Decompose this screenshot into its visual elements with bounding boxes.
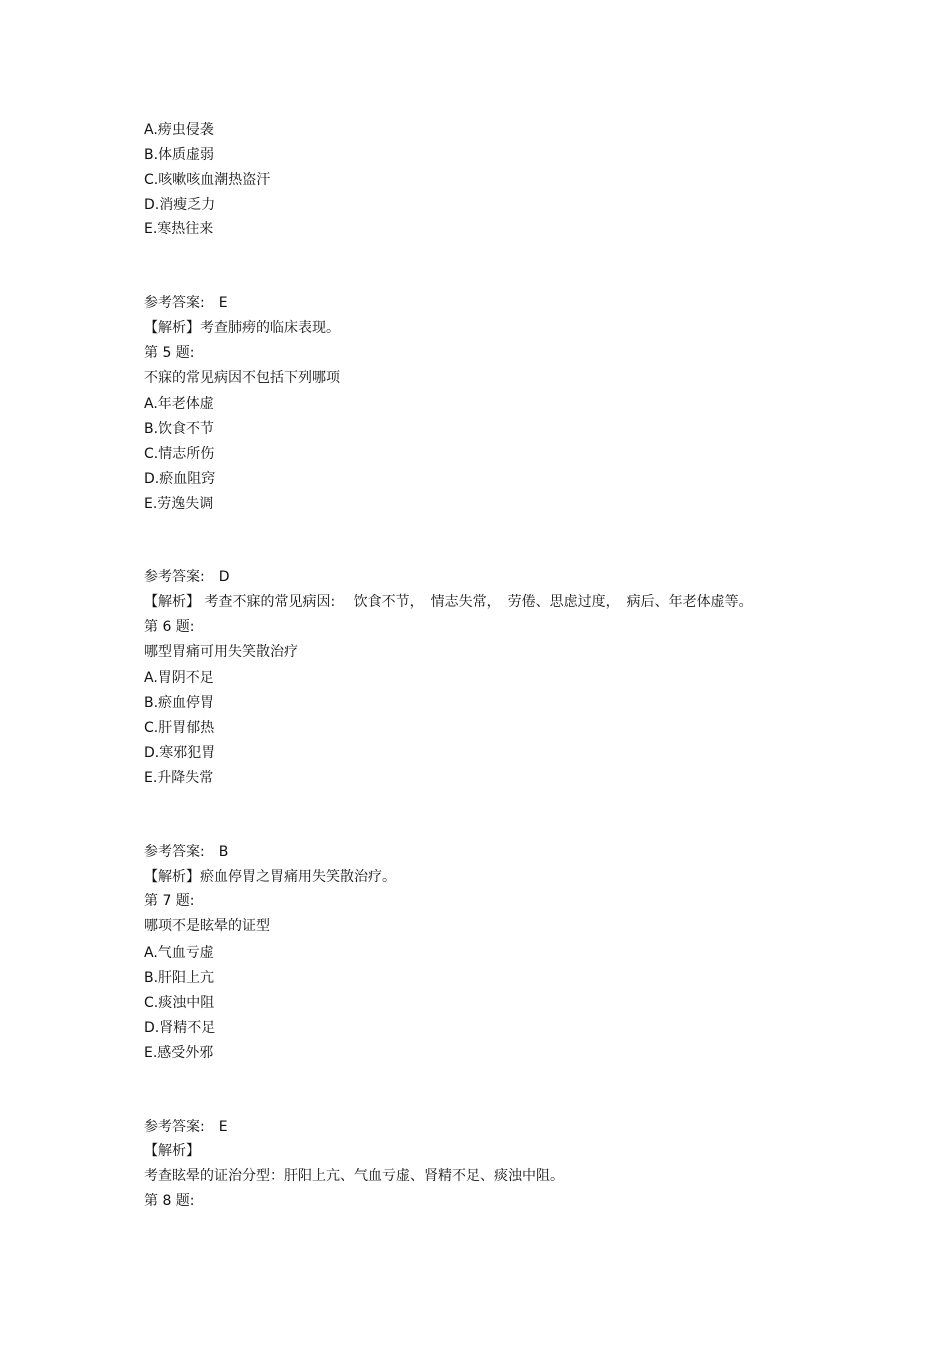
option-a: A.痨虫侵袭	[144, 122, 214, 138]
answer: 参考答案: E	[144, 1119, 228, 1135]
option-a: A.气血亏虚	[144, 945, 214, 961]
option-c: C.肝胃郁热	[144, 720, 215, 736]
question-heading: 第 8 题:	[144, 1193, 195, 1209]
option-c: C.咳嗽咳血潮热盗汗	[144, 172, 271, 188]
answer: 参考答案: D	[144, 569, 230, 585]
option-d: D.肾精不足	[144, 1020, 216, 1036]
option-c: C.情志所伤	[144, 446, 215, 462]
answer: 参考答案: B	[144, 844, 229, 860]
option-b: B.瘀血停胃	[144, 695, 215, 711]
question-text: 不寐的常见病因不包括下列哪项	[144, 370, 340, 386]
option-b: B.肝阳上亢	[144, 970, 215, 986]
option-e: E.劳逸失调	[144, 496, 214, 512]
option-e: E.寒热往来	[144, 221, 214, 237]
option-a: A.胃阴不足	[144, 670, 214, 686]
analysis: 【解析】瘀血停胃之胃痛用失笑散治疗。	[144, 869, 396, 885]
analysis-label: 【解析】	[144, 1143, 200, 1159]
answer: 参考答案: E	[144, 295, 228, 311]
option-b: B.体质虚弱	[144, 147, 215, 163]
option-e: E.感受外邪	[144, 1045, 214, 1061]
question-heading: 第 6 题:	[144, 619, 195, 635]
question-heading: 第 7 题:	[144, 893, 195, 909]
option-d: D.寒邪犯胃	[144, 745, 216, 761]
option-b: B.饮食不节	[144, 421, 215, 437]
analysis: 【解析】考查肺痨的临床表现。	[144, 320, 340, 336]
analysis: 考查眩晕的证治分型：肝阳上亢、气血亏虚、肾精不足、痰浊中阻。	[144, 1168, 564, 1184]
option-c: C.痰浊中阻	[144, 995, 215, 1011]
option-a: A.年老体虚	[144, 396, 214, 412]
option-d: D.消瘦乏力	[144, 197, 216, 213]
question-heading: 第 5 题:	[144, 345, 195, 361]
question-text: 哪型胃痛可用失笑散治疗	[144, 644, 298, 660]
question-text: 哪项不是眩晕的证型	[144, 918, 270, 934]
option-e: E.升降失常	[144, 770, 214, 786]
option-d: D.瘀血阻窍	[144, 471, 216, 487]
analysis: 【解析】 考查不寐的常见病因: 饮食不节， 情志失常， 劳倦、思虑过度， 病后、年老体虚等。	[144, 594, 753, 610]
